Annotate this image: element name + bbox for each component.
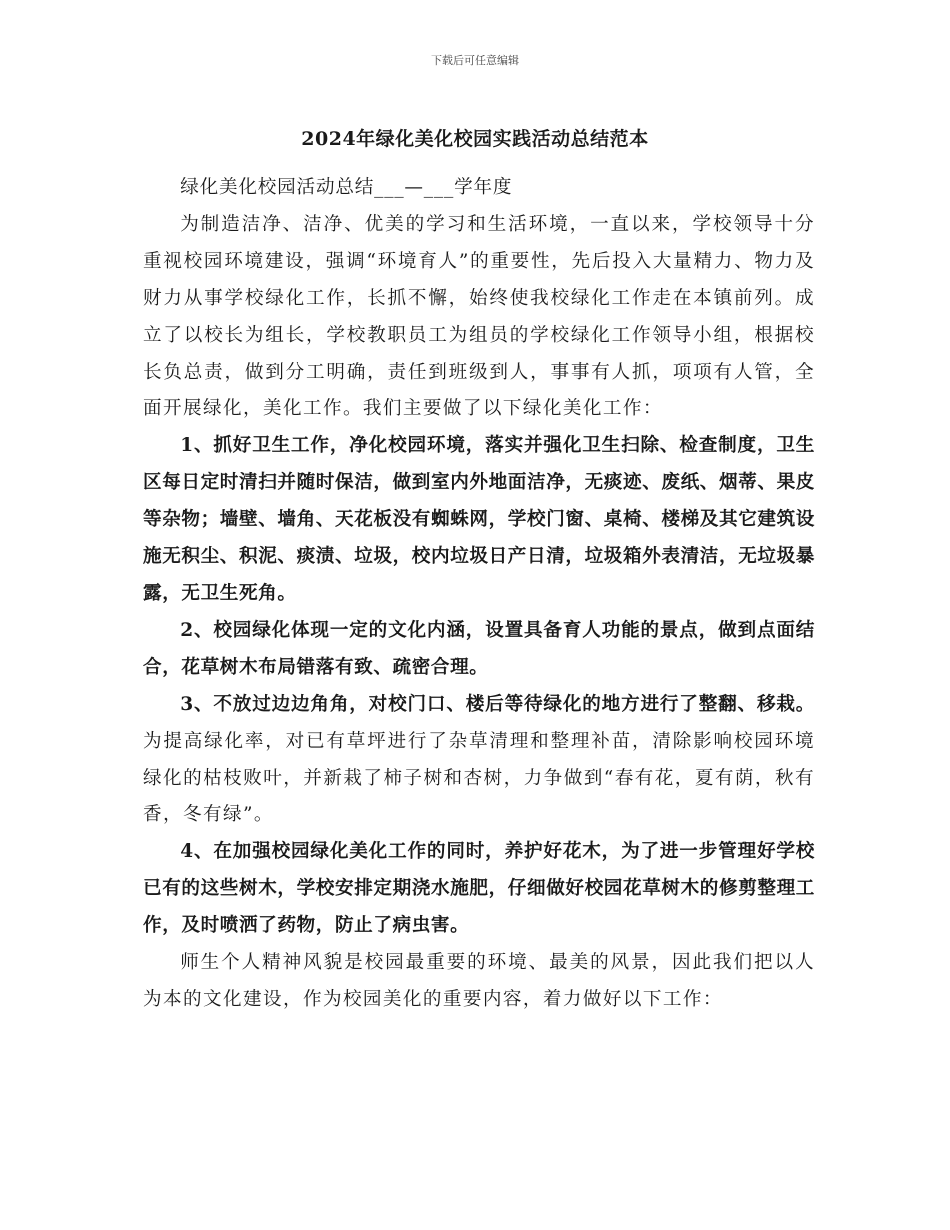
item-4-paragraph: 4、在加强校园绿化美化工作的同时，养护好花木，为了进一步管理好学校已有的这些树木，学校安排定期浇水施肥，仔细做好校园花草树木的修剪整理工作，及时喷洒了药物，防止了病虫害。: [143, 841, 815, 937]
item-2-paragraph: 2、校园绿化体现一定的文化内涵，设置具备育人功能的景点，做到点面结合，花草树木布局错落有致、疏密合理。: [143, 619, 815, 678]
intro-paragraph: 为制造洁净、洁净、优美的学习和生活环境，一直以来，学校领导十分重视校园环境建设，强调“环境育人”的重要性，先后投入大量精力、物力及财力从事学校绿化工作，长抓不懈，始终使我校绿化工作走在本镇前列。成立了以校长为组长，学校教职员工为组员的学校绿化工作领导小组，根据校长负总责，做到分工明确，责任到班级到人，事事有人抓，项项有人管，全面开展绿化，美化工作。我们主要做了以下绿化美化工作：: [143, 213, 815, 420]
closing-paragraph: 师生个人精神风貌是校园最重要的环境、最美的风景，因此我们把以人为本的文化建设，作为校园美化的重要内容，着力做好以下工作：: [143, 952, 815, 1010]
item-1-paragraph: 1、抓好卫生工作，净化校园环境，落实并强化卫生扫除、检查制度，卫生区每日定时清扫并随时保洁，做到室内外地面洁净，无痰迹、废纸、烟蒂、果皮等杂物；墙壁、墙角、天花板没有蜘蛛网，学校门窗、桌椅、楼梯及其它建筑设施无积尘、积泥、痰渍、垃圾，校内垃圾日产日清，垃圾箱外表清洁，无垃圾暴露，无卫生死角。: [143, 435, 815, 604]
document-body: [143, 170, 815, 1019]
header-note: 下载后可任意编辑: [431, 54, 519, 67]
document-title: 2024年绿化美化校园实践活动总结范本: [301, 128, 649, 150]
item-3-bold-text: 3、不放过边边角角，对校门口、楼后等待绿化的地方进行了整翻、移栽。: [180, 693, 815, 715]
item-3-paragraph: [143, 687, 815, 835]
item-3-regular-text: 为提高绿化率，对已有草坪进行了杂草清理和整理补苗，清除影响校园环境绿化的枯枝败叶，并新栽了柿子树和杏树，力争做到“春有花，夏有荫，秋有香，冬有绿”。: [143, 730, 815, 826]
subtitle-line: 绿化美化校园活动总结___—___学年度: [180, 177, 513, 198]
